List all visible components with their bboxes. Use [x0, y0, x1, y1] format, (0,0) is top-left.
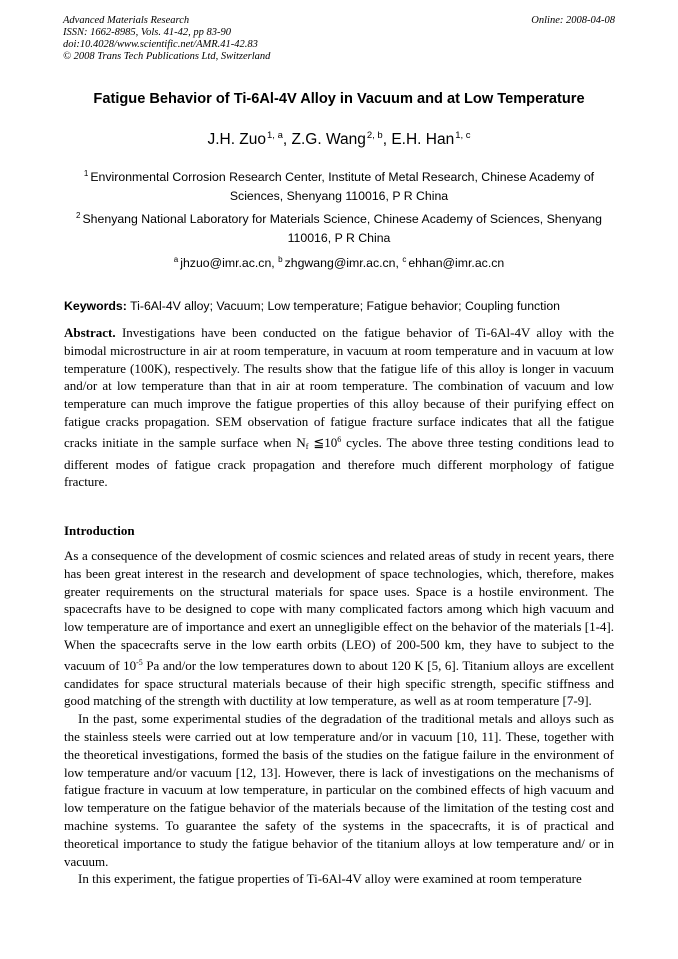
abstract-label: Abstract.	[64, 325, 116, 340]
author-separator: ,	[282, 131, 292, 148]
abstract-text: Investigations have been conducted on the fatigue behavior of Ti-6Al-4V alloy with the bimodal microstructure in air at room temperature, in vacuum at room temperature and in vacuum at low temperature (100K), respectively. The results show that the fatigue life of this alloy is longer in vacuum and/or at low temperature than that in air at room temperature. The combination of vacuum and low temperature can much improve the fatigue properties of this alloy because of their purifying effect on fatigue cracks propagation. SEM observation of fatigue fracture surface indicates that all the fatigue cracks initiate in the sample surface when N	[64, 325, 614, 450]
affiliation-mark: 2	[76, 211, 81, 220]
abstract-text: cycles. The above three testing conditions lead to different modes of fatigue crack propagation and therefore much different morphology of fatigue fracture.	[64, 434, 614, 490]
paragraph-text: Pa and/or the low temperatures down to about 120 K [5, 6]. Titanium alloys are excellent candidates for space structural materials because of their high specific strength, specific stiffness and good matching of the strength with ductility at low temperature, as well as at room temperature [7-9].	[64, 657, 615, 709]
abstract-text: ≦10	[308, 434, 338, 450]
introduction-body	[64, 547, 614, 888]
section-heading-introduction: Introduction	[64, 523, 135, 538]
email-mark: a	[173, 255, 179, 264]
email-link[interactable]: jhzuo@imr.ac.cn,	[180, 256, 279, 270]
email-link[interactable]: zhgwang@imr.ac.cn,	[284, 256, 403, 270]
author-name: Z.G. Wang	[291, 131, 366, 148]
author-mark: 1, c	[455, 130, 471, 141]
email-mark: b	[278, 255, 283, 264]
affiliation-1	[64, 164, 614, 206]
journal-header	[63, 15, 270, 63]
abstract	[64, 324, 614, 491]
paragraph-superscript: -5	[136, 657, 143, 667]
author-separator: ,	[382, 131, 392, 148]
paragraph-text: As a consequence of the development of cosmic sciences and related areas of study in recent years, there has been great interest in the research and development of space technologies, which, therefore, makes greater requirements on the structural materials for space uses. Space is a hostile environment. The spacecrafts have to be designed to cope with many complicated factors among which high vacuum and low temperature are of importance and exert an unnegligible effect on the behavior of the materials [1-4]. When the spacecrafts serve in the low earth orbits (LEO) of 200-500 km, they have to subject to the vacuum of 10	[64, 548, 614, 673]
keywords-label: Keywords:	[64, 299, 127, 313]
email-link[interactable]: ehhan@imr.ac.cn	[408, 256, 505, 270]
author-name: E.H. Han	[391, 131, 455, 148]
abstract-superscript: 6	[337, 434, 342, 444]
keywords	[64, 299, 624, 313]
journal-doi: doi:10.4028/www.scientific.net/AMR.41-42.83	[63, 39, 258, 50]
journal-issn: ISSN: 1662-8985, Vols. 41-42, pp 83-90	[63, 27, 231, 38]
email-list	[64, 250, 614, 273]
author-mark: 1, a	[267, 130, 283, 141]
email-mark: c	[402, 255, 407, 264]
affiliation-2	[64, 206, 614, 248]
abstract-subscript: f	[305, 441, 309, 451]
paragraph: In this experiment, the fatigue properties of Ti-6Al-4V alloy were examined at room temperature	[78, 871, 582, 887]
author-list	[30, 130, 648, 149]
author-mark: 2, b	[366, 130, 383, 141]
online-date: Online: 2008-04-08	[531, 15, 615, 26]
affiliation-text: Environmental Corrosion Research Center, Institute of Metal Research, Chinese Academy of Sciences, Shenyang 110016, P R China	[90, 170, 595, 203]
paragraph	[64, 547, 614, 710]
paragraph: In the past, some experimental studies of the degradation of the traditional metals and alloys such as the stainless steels were carried out at low temperature and/or in vacuum [10, 11]. These, together with the theoretical investigations, formed the basis of the studies on the fatigue failure in the environment of low temperature and/or vacuum [12, 13]. However, there is lack of investigations on the mechanisms of fatigue fracture in vacuum at low temperature, in particular on the combined effects of high vacuum and low temperature on the fatigue behavior of the materials because of the limitation of the testing cost and machine systems. To guarantee the safety of the systems in the spacecrafts, it is of practical and theoretical importance to study the fatigue behavior of the titanium alloys at low temperature and/ or in vacuum.	[64, 711, 614, 869]
affiliation-text: Shenyang National Laboratory for Materials Science, Chinese Academy of Sciences, Shenyang 110016, P R China	[82, 212, 602, 245]
author-name: J.H. Zuo	[207, 131, 267, 148]
affiliation-mark: 1	[83, 169, 89, 178]
paper-title: Fatigue Behavior of Ti-6Al-4V Alloy in Vacuum and at Low Temperature	[93, 91, 585, 107]
journal-copyright: © 2008 Trans Tech Publications Ltd, Switzerland	[63, 51, 271, 62]
journal-name: Advanced Materials Research	[63, 15, 190, 26]
keywords-text: Ti-6Al-4V alloy; Vacuum; Low temperature; Fatigue behavior; Coupling function	[130, 299, 561, 313]
